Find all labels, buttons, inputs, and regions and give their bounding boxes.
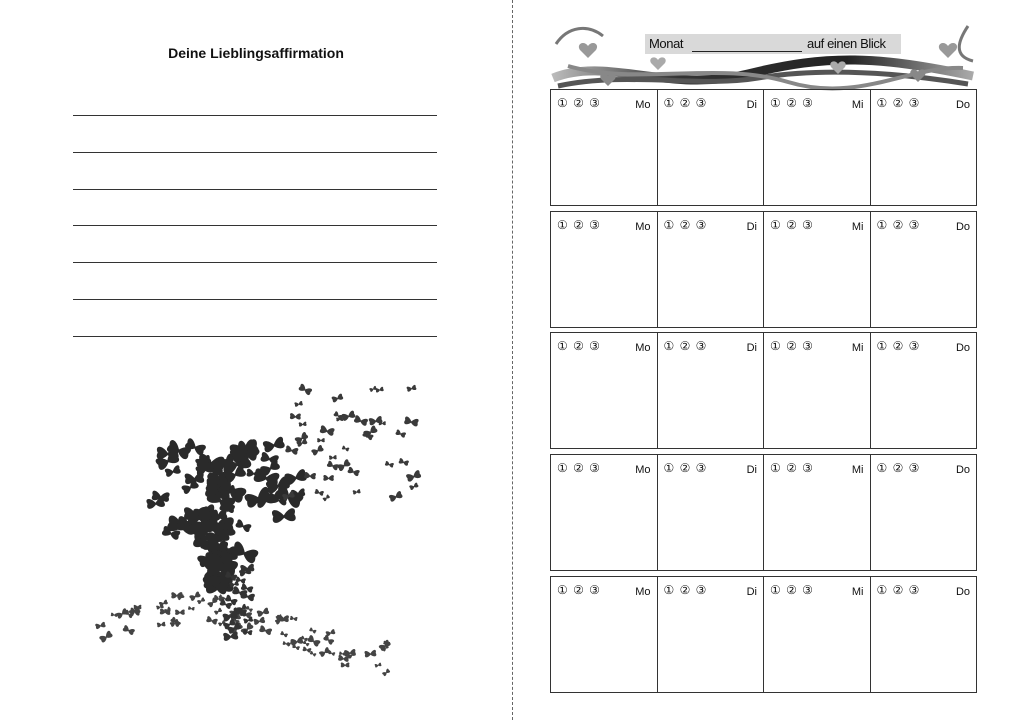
butterfly-icon [197,597,206,604]
week-row [550,454,977,571]
rating-circles[interactable]: ① ② ③ [770,96,814,110]
butterfly-icon [307,635,321,648]
overview-suffix: auf einen Blick [807,36,886,51]
rating-circles[interactable]: ① ② ③ [663,583,708,597]
butterfly-icon [188,606,195,611]
butterfly-icon [388,491,403,503]
day-cell[interactable] [551,333,658,448]
day-name: Mi [851,586,864,598]
writing-line[interactable] [73,116,437,153]
butterfly-icon [375,387,384,393]
butterfly-icon [235,519,252,533]
day-cell[interactable] [551,90,658,205]
butterfly-icon [342,445,350,451]
day-cell[interactable] [871,333,977,448]
butterfly-icon [159,599,169,606]
rating-circles[interactable]: ① ② ③ [876,218,921,232]
vine-hearts-ornament [548,16,978,98]
day-cell[interactable] [871,90,977,205]
butterfly-icon [298,383,313,395]
rating-circles[interactable]: ① ② ③ [663,339,708,353]
day-name: Mi [851,342,864,354]
butterfly-icon [299,422,307,427]
rating-circles[interactable]: ① ② ③ [557,583,601,597]
butterfly-icon [240,591,255,602]
month-label: Monat [649,36,684,51]
day-cell[interactable] [764,90,871,205]
writing-line[interactable] [73,153,437,190]
rating-circles[interactable]: ① ② ③ [876,461,921,475]
butterfly-icon [311,445,324,456]
butterfly-icon [99,630,113,643]
butterfly-icon [95,622,106,630]
day-name: Do [955,342,970,354]
butterfly-icon [122,625,135,636]
butterfly-icon [364,650,376,658]
butterfly-icon [246,606,253,613]
butterfly-icon [374,662,381,667]
day-name: Di [746,342,757,354]
butterfly-icon [253,617,265,626]
day-cell[interactable] [658,90,765,205]
week-row [550,211,977,328]
butterfly-icon [325,629,335,637]
day-name: Do [955,221,970,233]
writing-line[interactable] [73,300,437,337]
writing-line[interactable] [73,190,437,227]
butterfly-icon [341,663,350,668]
butterfly-icon [319,647,331,658]
day-cell[interactable] [658,333,765,448]
day-cell[interactable] [764,212,871,327]
week-row [550,89,977,206]
page-divider [512,0,513,720]
butterfly-icon [353,489,361,495]
butterfly-icon [409,482,419,490]
day-name: Mo [635,99,651,111]
butterfly-icon [406,470,422,483]
butterfly-icon [317,438,325,442]
day-name: Di [746,99,757,111]
butterfly-icon [259,625,273,635]
butterfly-icon [206,616,218,625]
butterfly-icon [353,415,368,426]
day-name: Mo [635,586,651,598]
month-input-line[interactable] [692,38,802,52]
butterfly-heart-illustration [88,368,423,688]
day-cell[interactable] [764,455,871,570]
butterfly-icon [282,641,289,646]
day-name: Mo [635,221,651,233]
day-cell[interactable] [764,333,871,448]
butterfly-icon [385,461,394,468]
butterfly-icon [404,416,419,427]
rating-circles[interactable]: ① ② ③ [663,461,708,475]
writing-line[interactable] [73,263,437,300]
butterfly-icon [256,607,269,617]
butterfly-icon [341,410,356,421]
butterfly-icon [290,637,303,646]
butterfly-icon [290,413,301,419]
day-name: Mi [851,99,864,111]
writing-line[interactable] [73,226,437,263]
week-row [550,332,977,449]
day-cell[interactable] [658,455,765,570]
butterfly-icon [329,455,337,460]
butterfly-icon [309,627,317,634]
affirmation-title: Deine Lieblingsaffirmation [168,45,344,61]
rating-circles[interactable]: ① ② ③ [663,218,708,232]
day-cell[interactable] [871,455,977,570]
butterfly-icon [164,465,181,477]
butterfly-icon [214,607,223,615]
rating-circles[interactable]: ① ② ③ [770,583,814,597]
butterfly-icon [314,489,324,496]
butterfly-icon [326,460,339,470]
butterfly-icon [272,508,296,523]
day-name: Mi [851,464,864,476]
butterfly-icon [319,425,335,436]
butterfly-icon [331,393,343,403]
day-cell[interactable] [551,455,658,570]
butterfly-icon [262,436,285,453]
day-name: Do [955,464,970,476]
day-name: Di [746,221,757,233]
butterfly-icon [322,494,330,501]
butterfly-icon [290,616,298,621]
butterfly-icon [260,452,279,466]
day-cell[interactable] [871,212,977,327]
day-name: Mo [635,464,651,476]
day-name: Di [746,586,757,598]
rating-circles[interactable]: ① ② ③ [557,218,601,232]
butterfly-icon [246,469,261,478]
butterfly-icon [302,646,311,653]
month-overview-label [645,34,901,54]
rating-circles[interactable]: ① ② ③ [770,339,814,353]
rating-circles[interactable]: ① ② ③ [770,461,814,475]
rating-circles[interactable]: ① ② ③ [663,96,708,110]
butterfly-icon [175,609,185,615]
butterfly-icon [398,458,409,466]
butterfly-icon [395,429,406,438]
rating-circles[interactable]: ① ② ③ [876,339,921,353]
day-cell[interactable] [658,577,765,692]
butterfly-icon [347,466,360,476]
rating-circles[interactable]: ① ② ③ [770,218,814,232]
day-name: Do [955,99,970,111]
butterfly-icon [406,385,416,392]
day-name: Mo [635,342,651,354]
day-cell[interactable] [551,577,658,692]
day-name: Di [746,464,757,476]
rating-circles[interactable]: ① ② ③ [557,461,601,475]
day-cell[interactable] [871,577,977,692]
butterfly-icon [382,668,391,676]
butterfly-icon [285,445,299,455]
day-cell[interactable] [658,212,765,327]
butterfly-icon [294,401,303,407]
rating-circles[interactable]: ① ② ③ [557,339,601,353]
day-cell[interactable] [764,577,871,692]
rating-circles[interactable]: ① ② ③ [876,583,921,597]
butterfly-icon [240,622,254,636]
butterfly-icon [189,591,201,601]
butterfly-icon [171,592,182,598]
week-row [550,576,977,693]
rating-circles[interactable]: ① ② ③ [557,96,601,110]
day-name: Do [955,586,970,598]
day-name: Mi [851,221,864,233]
writing-lines [73,115,437,337]
butterfly-icon [323,475,334,481]
butterfly-icon [157,622,166,628]
butterfly-icon [230,541,259,565]
rating-circles[interactable]: ① ② ③ [876,96,921,110]
butterfly-icon [280,631,288,638]
day-cell[interactable] [551,212,658,327]
